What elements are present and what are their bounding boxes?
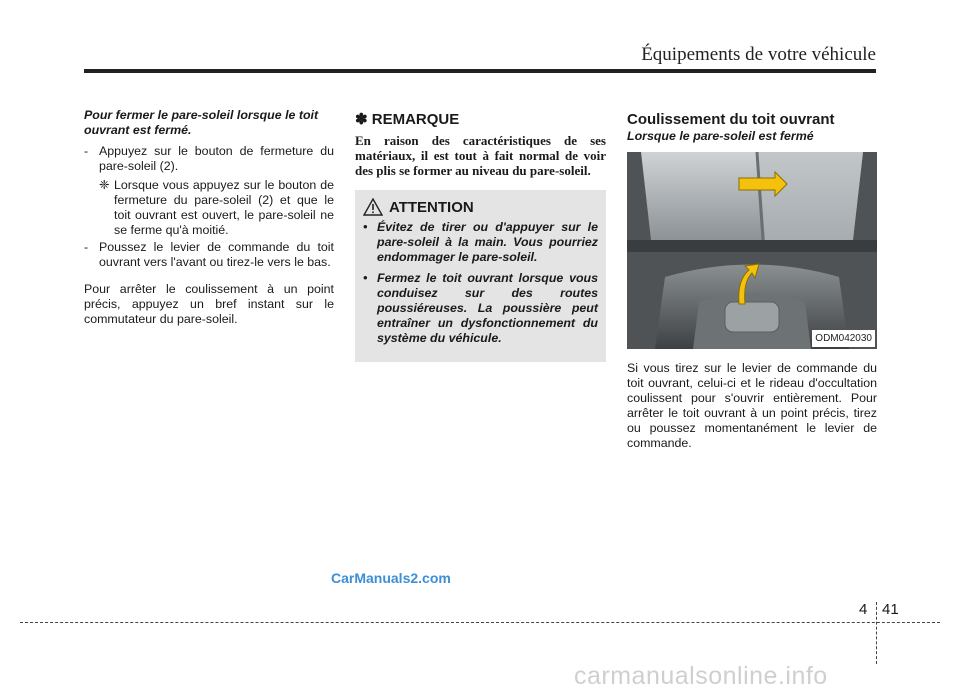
sunroof-photo bbox=[627, 152, 877, 349]
column-left bbox=[84, 108, 334, 327]
header-rule bbox=[84, 69, 876, 73]
note-mark-icon: ❈ bbox=[99, 178, 110, 192]
stop-paragraph: Pour arrêter le coulissement à un point précis, appuyez un bref instant sur le commutateur du pare-soleil. bbox=[84, 282, 334, 326]
instruction-item bbox=[84, 240, 334, 270]
sunshade-close-heading: Pour fermer le pare-soleil lorsque le toit ouvrant est fermé. bbox=[84, 108, 319, 137]
carmanuals-watermark: CarManuals2.com bbox=[331, 570, 451, 586]
attention-title: ATTENTION bbox=[389, 198, 474, 216]
footer-rule bbox=[20, 622, 940, 623]
dash-marker: - bbox=[84, 144, 89, 158]
instruction-text: Appuyez sur le bouton de fermeture du pare-soleil (2). bbox=[99, 144, 334, 173]
remark-body: En raison des caractéristiques de ses matériaux, il est tout à fait normal de voir des plis se former au niveau du pare-soleil. bbox=[355, 133, 606, 178]
page-number: 41 bbox=[882, 601, 899, 618]
image-code: ODM042030 bbox=[812, 330, 875, 347]
section-subtitle: Lorsque le pare-soleil est fermé bbox=[627, 129, 814, 143]
section-title: Coulissement du toit ouvrant bbox=[627, 111, 835, 128]
note-text: Lorsque vous appuyez sur le bouton de fermeture du pare-soleil (2) et que le toit ouvrant est ouvert, le pare-soleil ne se ferme qu'à moitié. bbox=[114, 178, 334, 237]
site-watermark: carmanualsonline.info bbox=[574, 662, 828, 690]
footer-divider bbox=[876, 602, 877, 664]
column-middle bbox=[355, 108, 606, 362]
instruction-item bbox=[84, 144, 334, 174]
attention-item-text: Fermez le toit ouvrant lorsque vous conduisez sur des routes poussiéreuses. La poussière peut entraîner un dysfonctionnement du système du véhicule. bbox=[377, 271, 598, 345]
attention-header bbox=[363, 198, 598, 216]
sunroof-illustration bbox=[627, 152, 877, 349]
attention-box bbox=[355, 190, 606, 362]
bullet-marker: • bbox=[363, 271, 368, 285]
section-body: Si vous tirez sur le levier de commande du toit ouvrant, celui-ci et le rideau d'occultation coulissent pour s'ouvrir entièrement. Pour arrêter le toit ouvrant à un point précis, tirez ou poussez momentanément le levier de commande. bbox=[627, 361, 877, 450]
attention-item bbox=[363, 271, 598, 346]
note-item bbox=[84, 178, 334, 238]
bullet-marker: • bbox=[363, 220, 368, 234]
attention-item bbox=[363, 220, 598, 265]
dash-marker: - bbox=[84, 240, 89, 254]
section-number: 4 bbox=[859, 601, 868, 618]
page-header-title: Équipements de votre véhicule bbox=[641, 44, 876, 65]
attention-item-text: Évitez de tirer ou d'appuyer sur le pare-soleil à la main. Vous pourriez endommager le pare-soleil. bbox=[377, 220, 598, 264]
remark-heading: ✽ REMARQUE bbox=[355, 111, 460, 128]
instruction-text: Poussez le levier de commande du toit ouvrant vers l'avant ou tirez-le vers le bas. bbox=[99, 240, 334, 269]
column-right bbox=[627, 108, 877, 451]
warning-triangle-icon bbox=[363, 198, 383, 216]
